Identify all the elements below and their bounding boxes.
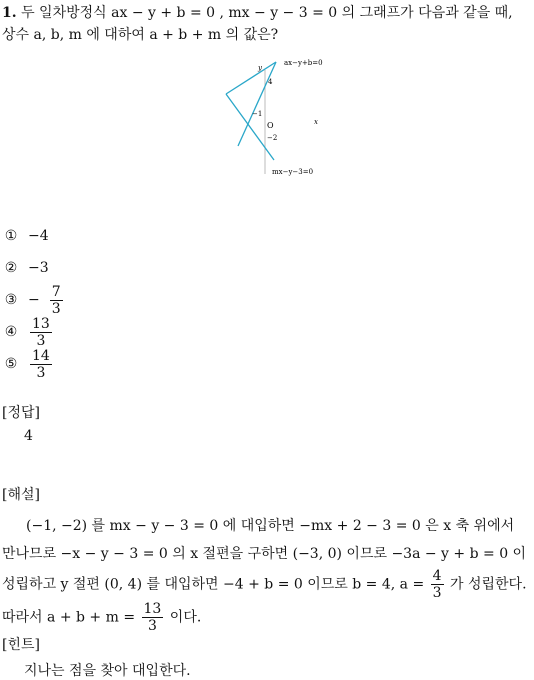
hint-label: [힌트] [2, 637, 40, 653]
tick-neg1: −1 [252, 110, 263, 118]
x-axis-label: x [314, 118, 318, 126]
answer-label: [정답] [2, 405, 40, 421]
choice-1[interactable] [2, 220, 402, 252]
choice-3[interactable] [2, 284, 402, 316]
choice-4[interactable] [2, 316, 402, 348]
graph-figure [218, 56, 338, 180]
explanation-line-2: 만나므로 −x − y − 3 = 0 의 x 절편을 구하면 (−3, 0) 이므로 −3a − y + b = 0 이 [2, 546, 527, 562]
choice-mark: ⑤ [4, 356, 18, 372]
numerator: 4 [432, 568, 442, 584]
tick-4: 4 [268, 78, 273, 86]
explanation-line-4-tail: 이다. [169, 609, 202, 626]
choice-value: −4 [28, 228, 49, 244]
choice-mark: ③ [4, 292, 18, 308]
choice-mark: ② [4, 260, 18, 276]
numerator: 7 [51, 283, 61, 300]
choices [2, 220, 402, 380]
explanation-line-3-tail: 가 성립한다. [450, 576, 527, 593]
question [2, 2, 532, 46]
numerator: 13 [32, 315, 50, 332]
line-mx-label: mx−y−3=0 [272, 168, 314, 176]
origin-label: O [267, 121, 274, 130]
fraction-sum [142, 601, 164, 634]
numerator: 14 [32, 347, 50, 364]
question-number: 1. [2, 5, 17, 21]
explanation [2, 512, 532, 634]
question-text-1: 두 일차방정식 ax − y + b = 0 , mx − y − 3 = 0 의 그래프가 다음과 같을 때, [21, 5, 513, 21]
explanation-line-4 [2, 601, 532, 634]
hint-text: 지나는 점을 찾아 대입한다. [24, 663, 191, 679]
choice-5[interactable] [2, 348, 402, 380]
answer-value: 4 [24, 428, 33, 444]
denominator: 3 [51, 300, 61, 317]
explanation-line-1: (−1, −2) 를 mx − y − 3 = 0 에 대입하면 −mx + 2 − 3 = 0 은 x 축 위에서 [26, 518, 515, 534]
explanation-line-3 [2, 568, 532, 601]
denominator: 3 [36, 332, 46, 349]
tick-neg2: −2 [267, 134, 278, 142]
choice-mark: ④ [4, 324, 18, 340]
numerator: 13 [143, 601, 162, 617]
choice-sign: − [28, 292, 40, 308]
question-line-2: 상수 a, b, m 에 대하여 a + b + m 의 값은? [2, 27, 279, 43]
choice-fraction [50, 284, 63, 317]
explanation-label: [해설] [2, 487, 40, 503]
choice-2[interactable] [2, 252, 402, 284]
question-line-1 [2, 2, 532, 24]
choice-value: −3 [28, 260, 49, 276]
line-ax-label: ax−y+b=0 [284, 59, 323, 67]
fraction-a [431, 568, 444, 601]
choice-mark: ① [4, 228, 18, 244]
y-axis-label: y [258, 64, 262, 72]
denominator: 3 [36, 364, 46, 381]
explanation-line-3-text: 성립하고 y 절편 (0, 4) 를 대입하면 −4 + b = 0 이므로 b = 4, a = [2, 576, 425, 593]
choice-fraction [30, 348, 52, 381]
explanation-line-4-text: 따라서 a + b + m = [2, 609, 136, 626]
choice-fraction [30, 316, 52, 349]
denominator: 3 [432, 585, 442, 601]
denominator: 3 [147, 618, 157, 634]
